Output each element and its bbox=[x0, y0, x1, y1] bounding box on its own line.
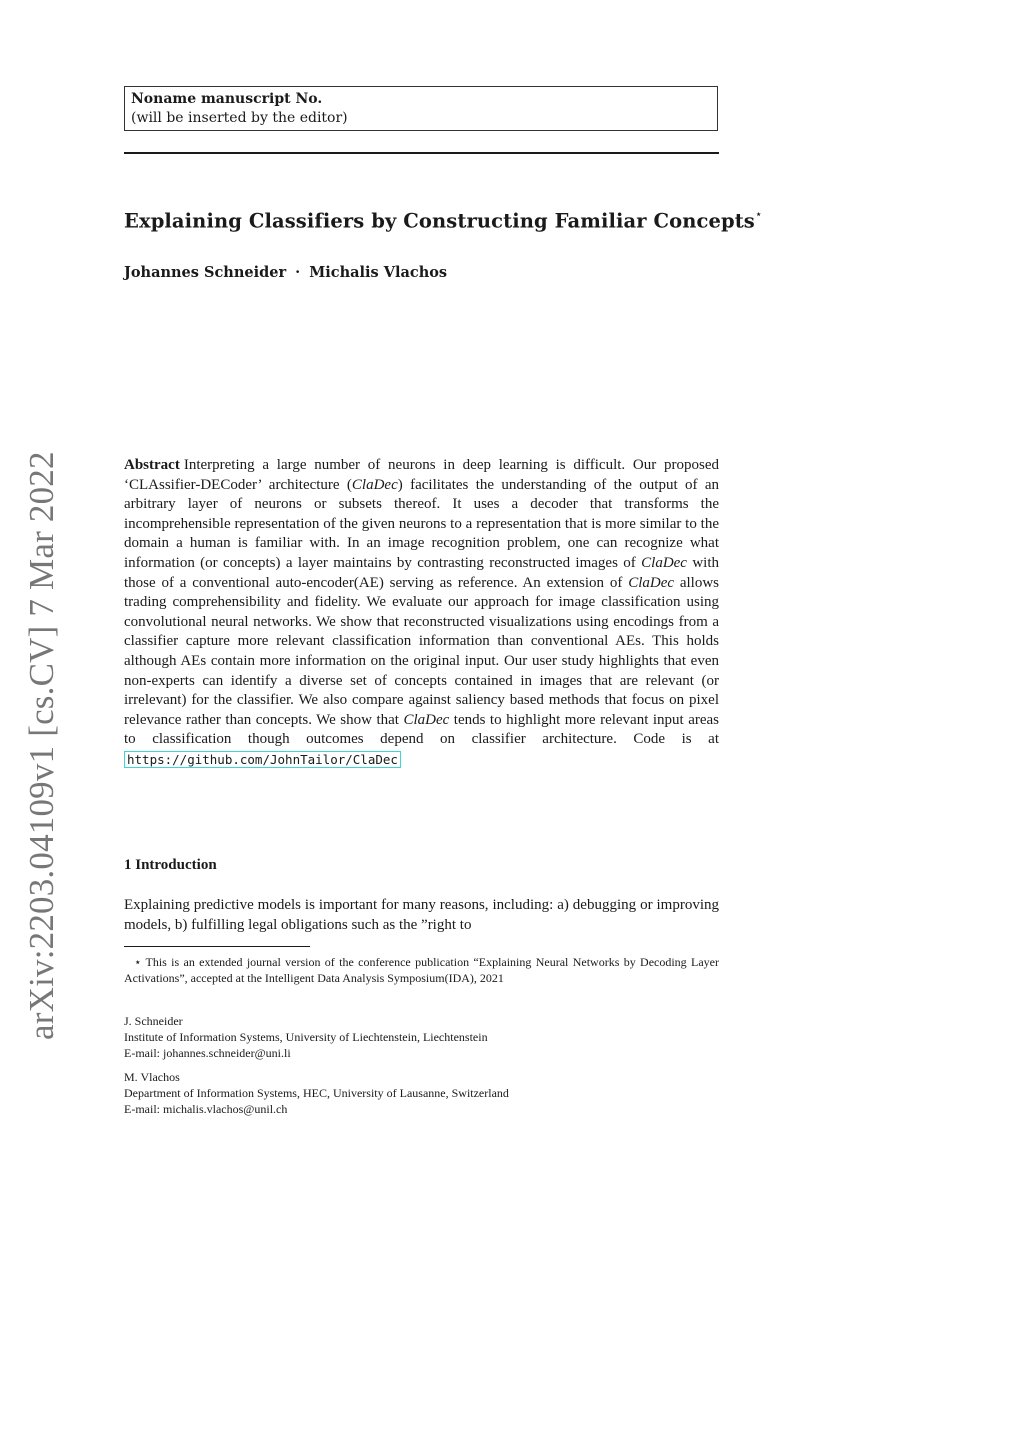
section-title: Introduction bbox=[135, 857, 217, 873]
abstract-text: tends to highlight more relevant input areas to classification though outcomes depend on classifier architecture. Code is at bbox=[124, 711, 720, 748]
affiliation-email: E-mail: johannes.schneider@uni.li bbox=[124, 1046, 291, 1060]
method-name: ClaDec bbox=[628, 574, 675, 591]
method-name: ClaDec bbox=[403, 711, 450, 728]
author-list bbox=[124, 264, 447, 281]
footnote-rule bbox=[124, 946, 310, 947]
author-name: Michalis Vlachos bbox=[309, 264, 448, 281]
footnote bbox=[124, 954, 719, 986]
editor-note: (will be inserted by the editor) bbox=[131, 110, 348, 126]
affiliation-institute: Institute of Information Systems, University of Liechtenstein, Liechtenstein bbox=[124, 1030, 488, 1044]
footnote-mark: ⋆ bbox=[134, 955, 142, 969]
abstract-text: Interpreting a large number of neurons in deep learning is difficult. Our proposed ‘CLAssifier-DECoder’ architecture ( bbox=[124, 457, 719, 493]
abstract-text: ) facilitates the understanding of the output of an arbitrary layer of neurons or subsets thereof. It uses a decoder that transforms the incomprehensible representation of the given neurons to a representation that is more similar to the domain a human is familiar with. In an image recognition problem, one can recognize what information (or concepts) a layer maintains by contrasting reconstructed images of bbox=[124, 476, 719, 571]
abstract-text: allows trading comprehensibility and fidelity. We evaluate our approach for image classification using convolutional neural networks. We show that reconstructed visualizations using encodings from a classifier capture more relevant classification information than conventional AEs. This holds although AEs contain more information on the original input. Our user study highlights that even non-experts can identify a diverse set of concepts contained in images that are relevant (or irrelevant) for the classifier. We also compare against saliency based methods that focus on pixel relevance rather than concepts. We show that bbox=[124, 574, 719, 728]
affiliation-block bbox=[124, 1069, 719, 1117]
arxiv-stamp: arXiv:2203.04109v1 [cs.CV] 7 Mar 2022 bbox=[22, 451, 61, 1040]
abstract-label: Abstract bbox=[124, 457, 180, 473]
section-heading bbox=[124, 857, 217, 874]
title-footnote-mark[interactable]: ⋆ bbox=[754, 207, 763, 221]
title-text: Explaining Classifiers by Constructing Familiar Concepts bbox=[124, 209, 755, 233]
manuscript-number-label: Noname manuscript No. bbox=[131, 91, 323, 107]
header-rule bbox=[124, 152, 719, 154]
abstract bbox=[124, 456, 719, 771]
affiliation-name: M. Vlachos bbox=[124, 1070, 180, 1084]
footnote-text: This is an extended journal version of the conference publication “Explaining Neural Networks by Decoding Layer Activations”, accepted at the Intelligent Data Analysis Symposium(IDA), 2021 bbox=[124, 955, 719, 985]
section-number: 1 bbox=[124, 857, 132, 873]
intro-paragraph: Explaining predictive models is important for many reasons, including: a) debugging or improving models, b) fulfilling legal obligations such as the ”right to bbox=[124, 897, 719, 933]
method-name: ClaDec bbox=[351, 476, 398, 493]
affiliation-email: E-mail: michalis.vlachos@unil.ch bbox=[124, 1102, 288, 1116]
author-separator: · bbox=[295, 264, 301, 281]
affiliation-block bbox=[124, 1013, 719, 1061]
affiliation-name: J. Schneider bbox=[124, 1014, 183, 1028]
manuscript-box bbox=[124, 86, 718, 131]
abstract-text: with those of a conventional auto-encoder(AE) serving as reference. An extension of bbox=[124, 554, 719, 591]
affiliation-institute: Department of Information Systems, HEC, University of Lausanne, Switzerland bbox=[124, 1086, 509, 1100]
code-repo-link[interactable]: https://github.com/JohnTailor/ClaDec bbox=[124, 751, 401, 768]
author-name: Johannes Schneider bbox=[124, 264, 287, 281]
paper-title bbox=[124, 209, 763, 233]
method-name: ClaDec bbox=[641, 554, 687, 571]
